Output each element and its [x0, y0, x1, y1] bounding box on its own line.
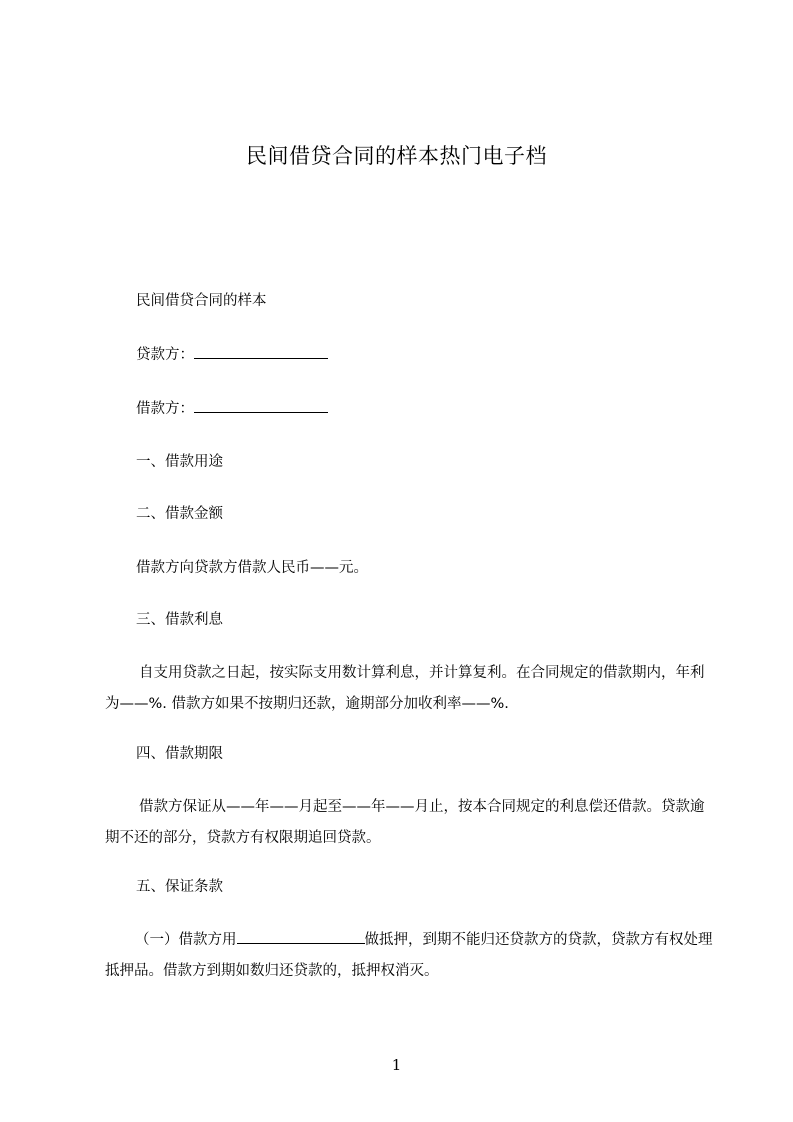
section1-heading: 一、借款用途	[136, 454, 223, 470]
section4-text-content: 借款方保证从——年——月起至——年——月止，按本合同规定的利息偿还借款。贷款逾期不还的部分，贷款方有权限期追回贷款。	[105, 799, 705, 846]
section2-text: 借款方向贷款方借款人民币——元。	[136, 560, 368, 576]
lender-blank	[194, 344, 328, 359]
section5-clause1	[105, 925, 713, 987]
borrower-label: 借款方：	[136, 401, 194, 417]
section4-heading: 四、借款期限	[136, 746, 223, 762]
section3-heading: 三、借款利息	[136, 612, 223, 628]
collateral-blank	[237, 929, 365, 944]
borrower-line	[136, 398, 328, 419]
lender-line	[136, 344, 328, 365]
section5-heading: 五、保证条款	[136, 879, 223, 895]
section5-clause1-suffix: 做抵押，到期不能归还贷款方的贷款，贷款方有权处理抵押品。借款方到期如数归还贷款的，抵押权消灭。	[105, 932, 713, 979]
document-title: 民间借贷合同的样本热门电子档	[246, 144, 547, 168]
section5-clause1-prefix: （一）借款方用	[135, 932, 237, 948]
page-number: 1	[391, 1056, 402, 1074]
section2-heading: 二、借款金额	[136, 506, 223, 522]
contract-subtitle: 民间借贷合同的样本	[136, 293, 267, 309]
section3-text-content: 自支用贷款之日起，按实际支用数计算利息，并计算复利。在合同规定的借款期内，年利为——%. 借款方如果不按期归还款，逾期部分加收利率——%.	[105, 665, 705, 712]
lender-label: 贷款方：	[136, 347, 194, 363]
borrower-blank	[194, 398, 328, 413]
section4-text	[105, 792, 713, 854]
section3-text	[105, 658, 713, 720]
